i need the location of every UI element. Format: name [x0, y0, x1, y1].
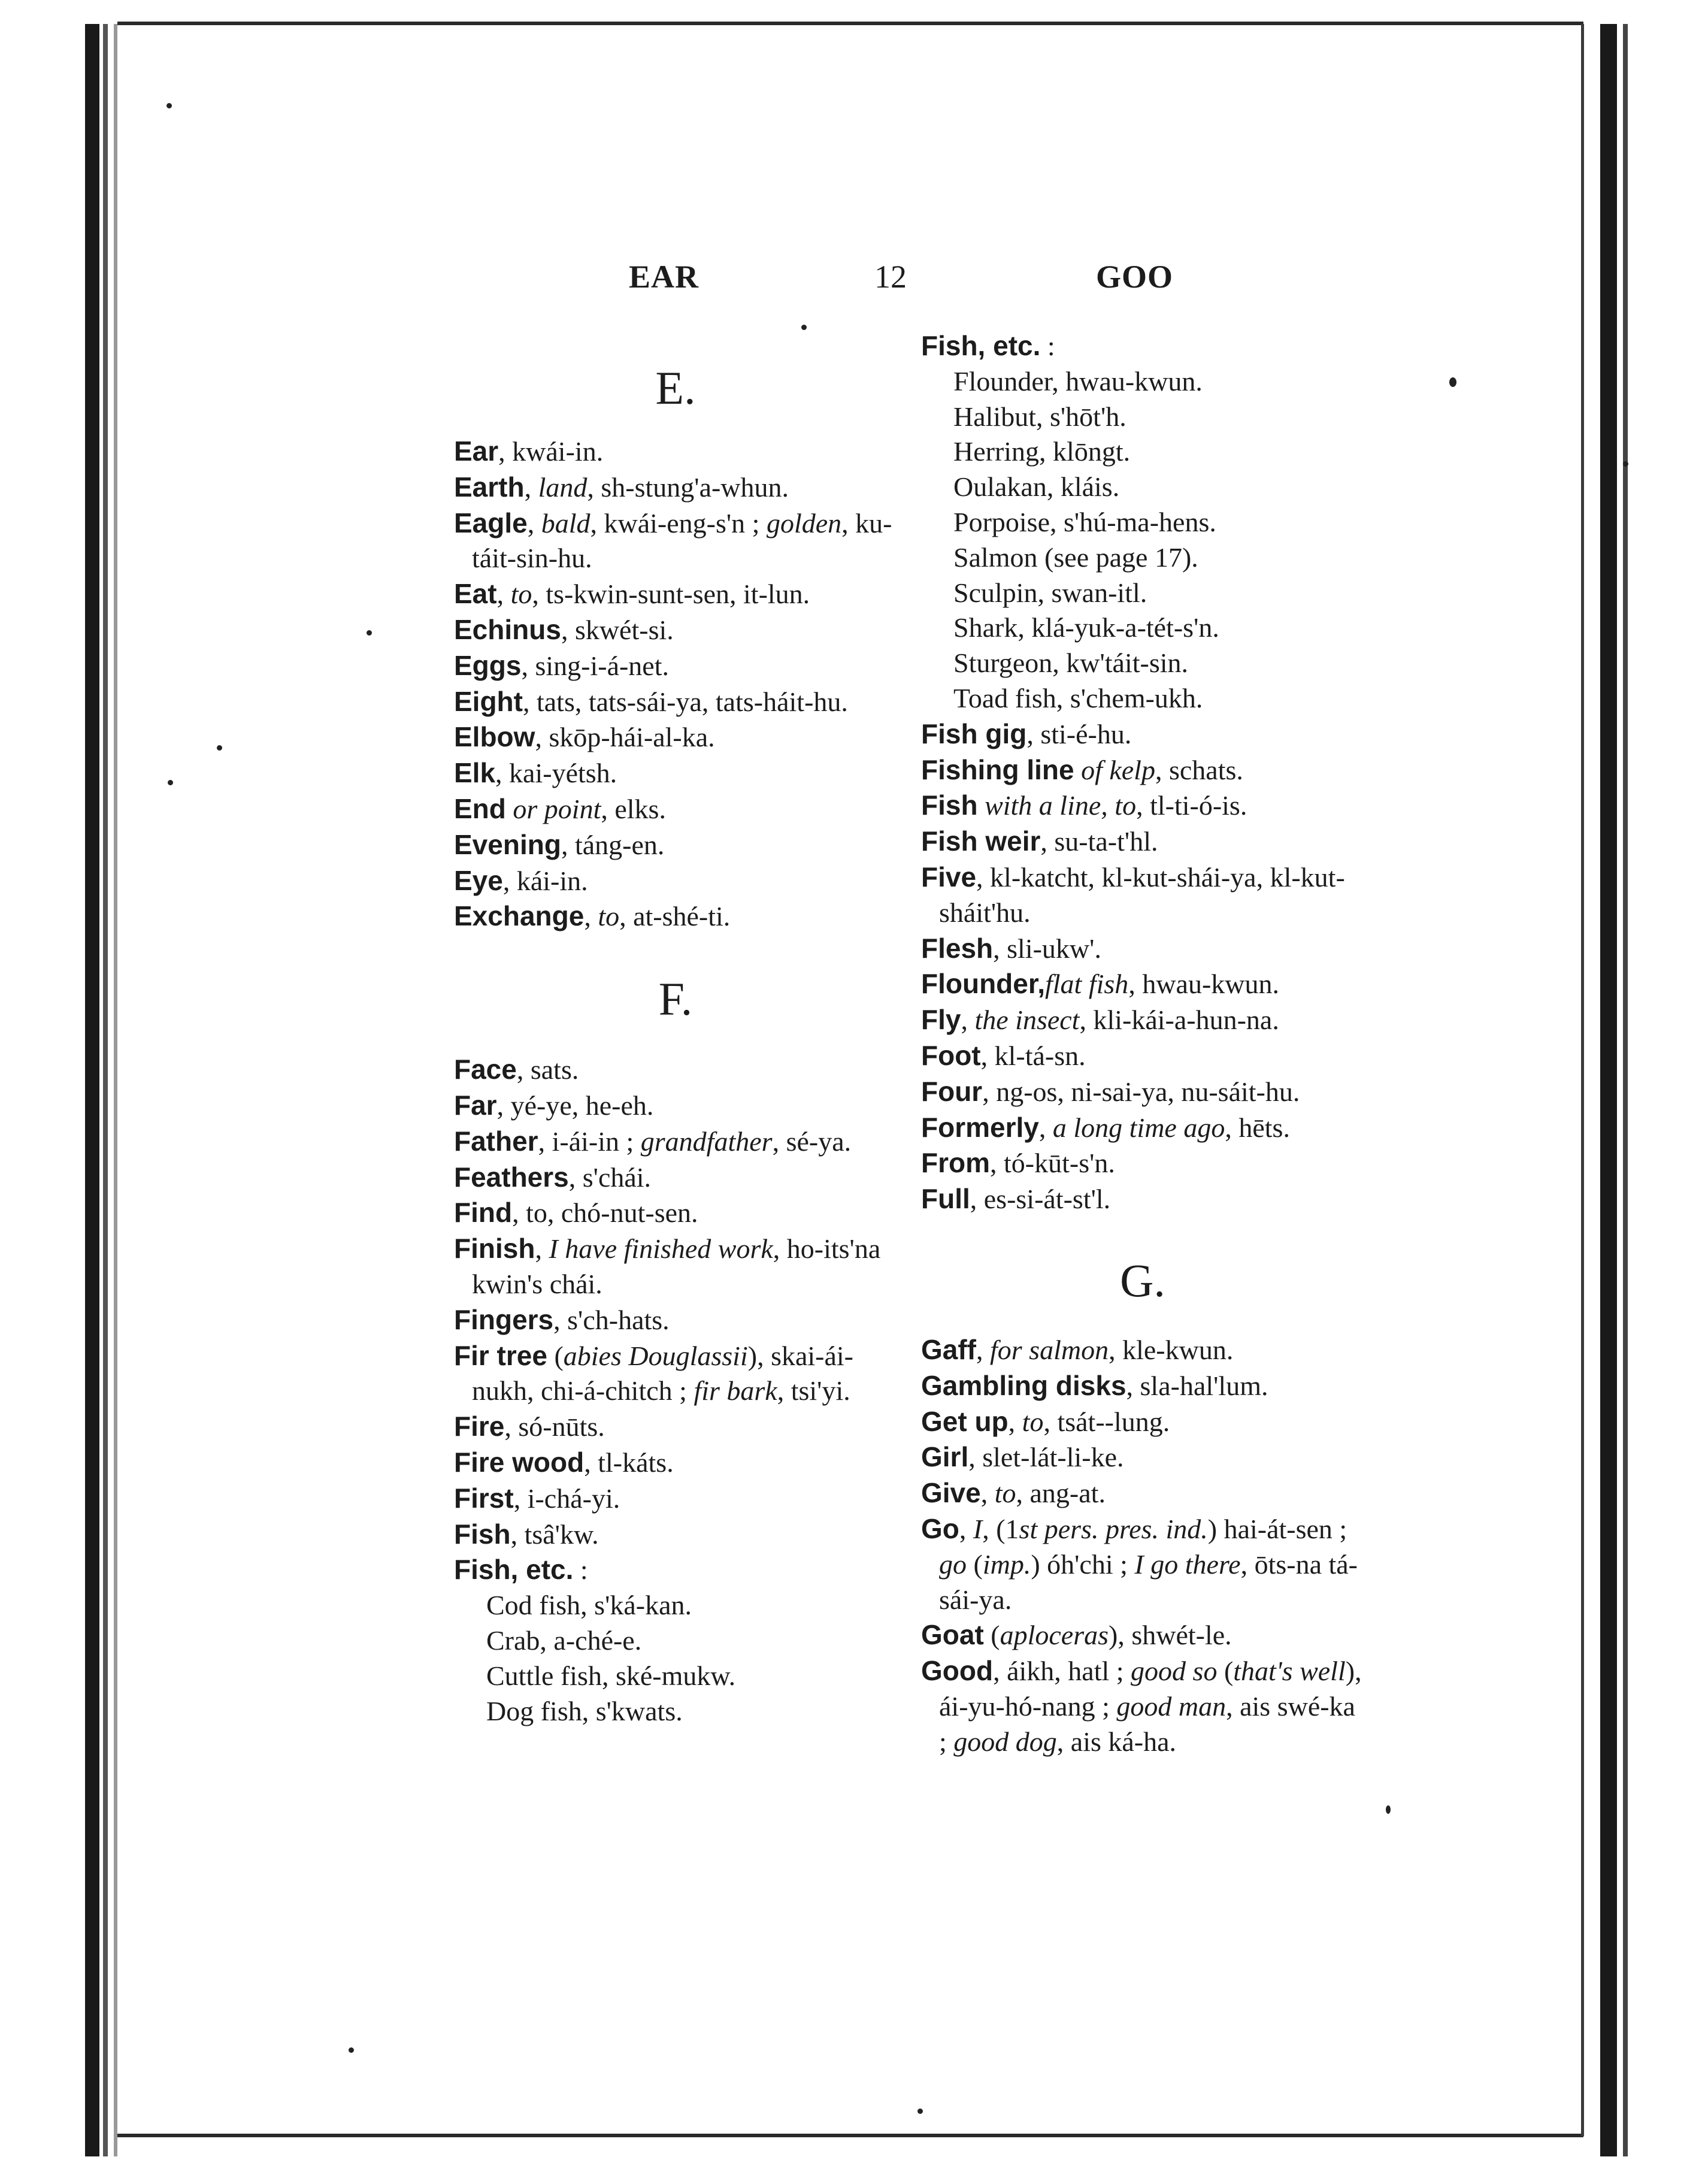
fish-subentry: Porpoise, s'hú-ma-hens. [953, 506, 1216, 537]
italic-gloss: to [1022, 1406, 1044, 1437]
headword: Elk [454, 757, 496, 789]
dictionary-entry [921, 1617, 1364, 1653]
headword: Get up [921, 1405, 1009, 1437]
fish-subentry: Sturgeon, kw'táit-sin. [953, 648, 1189, 679]
dictionary-entry [921, 1181, 1364, 1217]
fish-subentry: Shark, klá-yuk-a-tét-s'n. [953, 612, 1219, 643]
dust-speck [1386, 1805, 1391, 1814]
entry-text: , sh-stung'a-whun. [587, 471, 789, 503]
entry-text: , schats. [1155, 754, 1243, 785]
entry-text: , tsâ'kw. [510, 1518, 599, 1550]
dust-speck [168, 780, 173, 785]
headword: Exchange [454, 900, 585, 932]
headword: Fire [454, 1411, 505, 1442]
entry-text: , [496, 579, 511, 610]
left-binding-edge-inner [103, 24, 108, 2156]
entry-text: , hwau-kwun. [1128, 969, 1279, 1000]
dictionary-entry [454, 1517, 897, 1553]
fish-subentry: Cuttle fish, ské-mukw. [486, 1660, 736, 1691]
headword: Flesh [921, 932, 994, 964]
dust-speck [349, 2047, 354, 2053]
right-binding-edge-thin [1623, 24, 1628, 2156]
entry-text: , sé-ya. [772, 1126, 852, 1157]
running-head-left: EAR [629, 259, 699, 295]
g-entry-list [921, 1332, 1364, 1760]
dust-speck [917, 2109, 923, 2114]
entry-text: , i-ái-in ; [538, 1126, 641, 1157]
headword: Echinus [454, 613, 561, 645]
headword: Five [921, 861, 977, 893]
dictionary-entry [454, 576, 897, 612]
italic-gloss: that's well [1233, 1656, 1346, 1687]
headword: Face [454, 1054, 517, 1085]
entry-text: , i-chá-yi. [513, 1483, 620, 1514]
dictionary-entry [454, 1088, 897, 1124]
headword: Finish [454, 1233, 535, 1265]
f-entry-list-left [454, 1052, 897, 1588]
entry-text: , (1 [982, 1513, 1019, 1544]
entry-text: , es-si-át-st'l. [970, 1184, 1111, 1215]
dictionary-entry [454, 719, 897, 755]
headword: Eight [454, 685, 523, 717]
dictionary-entry [454, 755, 897, 791]
headword: Give [921, 1477, 981, 1509]
entry-text: , sats. [516, 1054, 579, 1085]
dictionary-entry [921, 788, 1364, 824]
entry-text: , [524, 471, 538, 503]
entry-text: , kl-tá-sn. [980, 1040, 1086, 1071]
entry-text: , ais swé-ka ; [939, 1690, 1355, 1757]
headword: Gaff [921, 1333, 976, 1365]
dictionary-entry [454, 791, 897, 827]
entry-text: , skōp-hái-al-ka. [535, 722, 715, 753]
headword: Find [454, 1197, 513, 1229]
fish-sublist-left [454, 1588, 897, 1729]
headword: Fish [921, 789, 978, 821]
section-letter-e: E. [655, 362, 696, 414]
headword: Fingers [454, 1303, 554, 1335]
headword: End [454, 792, 506, 824]
fish-subentry: Sculpin, swan-itl. [953, 577, 1147, 608]
italic-gloss: flat fish [1045, 969, 1129, 1000]
entry-text: ) óh'chi ; [1031, 1548, 1135, 1580]
entry-text: , táng-en. [561, 829, 665, 860]
italic-gloss: to [598, 901, 620, 932]
page-number: 12 [874, 259, 907, 295]
headword: From [921, 1147, 990, 1179]
entry-text: : [573, 1554, 588, 1586]
dictionary-entry [921, 752, 1364, 788]
dictionary-entry [454, 1302, 897, 1338]
italic-gloss: golden [766, 507, 842, 539]
dictionary-entry [921, 824, 1364, 860]
dictionary-entry [921, 1511, 1364, 1617]
entry-text: , só-nūts. [504, 1411, 605, 1442]
dictionary-entry [454, 1160, 897, 1196]
dictionary-entry [454, 1195, 897, 1231]
entry-text [506, 794, 513, 824]
headword: Fish gig [921, 718, 1027, 749]
italic-gloss: to [994, 1478, 1016, 1509]
headword: Fish, etc. [454, 1554, 574, 1586]
italic-gloss: to [510, 579, 532, 610]
headword: Fishing line [921, 754, 1074, 785]
f-entry-list-right [921, 716, 1364, 1217]
dictionary-entry [921, 1074, 1364, 1110]
headword: Fish [454, 1518, 511, 1550]
entry-text: , su-ta-t'hl. [1040, 826, 1158, 857]
italic-gloss: good dog [953, 1726, 1057, 1757]
dictionary-entry [921, 1653, 1364, 1759]
headword: Eagle [454, 507, 528, 539]
entry-text: , [1038, 1112, 1053, 1143]
headword: Goat [921, 1619, 984, 1651]
italic-gloss: a long time ago [1052, 1112, 1225, 1143]
entry-text: , tats, tats-sái-ya, tats-háit-hu. [522, 686, 848, 717]
entry-text: , kwái-eng-s'n ; [590, 507, 767, 539]
entry-text: , áikh, hatl ; [993, 1656, 1131, 1687]
italic-gloss: fir bark [694, 1375, 777, 1406]
section-letter-f: F. [658, 973, 693, 1026]
dictionary-entry [454, 1481, 897, 1517]
dictionary-entry [454, 612, 897, 648]
entry-text: ), skai-ái-nukh, chi-á-chitch ; [472, 1340, 854, 1406]
italic-gloss: I go there [1134, 1548, 1241, 1580]
headword: Elbow [454, 721, 535, 753]
italic-gloss: the insect [974, 1005, 1080, 1036]
dictionary-entry [921, 1332, 1364, 1368]
entry-text: , at-shé-ti. [619, 901, 731, 932]
entry-text: ) hai-át-sen ; [1207, 1513, 1347, 1544]
headword: Foot [921, 1039, 981, 1071]
dictionary-entry [921, 1110, 1364, 1146]
section-letter-g: G. [1120, 1254, 1165, 1306]
dictionary-entry [454, 1409, 897, 1445]
fish-subentry: Herring, klōngt. [953, 436, 1131, 467]
headword: Evening [454, 828, 561, 860]
headword: First [454, 1482, 514, 1514]
dictionary-entry [921, 716, 1364, 752]
dust-speck [1449, 377, 1456, 387]
fish-subentry: Salmon (see page 17). [953, 542, 1198, 573]
entry-text: , sti-é-hu. [1026, 718, 1132, 749]
headword: Fish weir [921, 825, 1041, 857]
fish-subentry: Flounder, hwau-kwun. [953, 365, 1203, 397]
entry-text: , sla-hal'lum. [1126, 1370, 1268, 1401]
entry-text: ), ái-yu-hó-nang ; [939, 1656, 1362, 1722]
italic-gloss: good man [1116, 1690, 1227, 1722]
italic-gloss: grandfather [640, 1126, 773, 1157]
entry-text: , sing-i-á-net. [521, 650, 669, 681]
headword: Ear [454, 435, 499, 467]
dictionary-entry [454, 1052, 897, 1088]
headword: Fire wood [454, 1446, 585, 1478]
top-edge-line [117, 22, 1583, 25]
entry-text: , to, chó-nut-sen. [512, 1197, 698, 1229]
entry-text: , s'chái. [568, 1161, 652, 1193]
headword: Full [921, 1183, 970, 1215]
entry-text: ( [547, 1340, 564, 1371]
fish-subentry: Dog fish, s'kwats. [486, 1695, 683, 1726]
right-binding-edge [1600, 24, 1617, 2156]
headword: Father [454, 1125, 538, 1157]
italic-gloss: imp. [982, 1548, 1031, 1580]
dictionary-entry [921, 1439, 1364, 1475]
entry-text: , [535, 1233, 549, 1265]
fish-subentry: Oulakan, kláis. [953, 471, 1120, 503]
dictionary-entry [921, 860, 1364, 931]
italic-gloss: good so [1131, 1656, 1218, 1687]
dictionary-entry [454, 470, 897, 506]
entry-text: , [584, 901, 598, 932]
entry-text: , tsi'yi. [777, 1375, 850, 1406]
dictionary-entry [454, 1445, 897, 1481]
headword: Gambling disks [921, 1369, 1126, 1401]
italic-gloss: bald [541, 507, 590, 539]
headword: Eat [454, 578, 497, 610]
dictionary-entry [454, 1124, 897, 1160]
headword: Far [454, 1089, 497, 1121]
entry-text: , skwét-si. [561, 614, 674, 645]
fish-subentry: Halibut, s'hōt'h. [953, 401, 1126, 432]
entry-text: , kai-yétsh. [495, 758, 617, 789]
headword: Go [921, 1512, 959, 1544]
entry-text: , ho-its'na kwin's chái. [472, 1233, 881, 1299]
entry-text: ( [967, 1548, 983, 1580]
dictionary-entry [921, 1038, 1364, 1074]
entry-text: , s'ch-hats. [553, 1304, 670, 1335]
entry-text: , ais ká-ha. [1056, 1726, 1177, 1757]
entry-text: , tó-kūt-s'n. [990, 1148, 1115, 1179]
entry-text: , ts-kwin-sunt-sen, it-lun. [532, 579, 810, 610]
entry-text [978, 790, 985, 821]
dictionary-entry [921, 966, 1364, 1002]
italic-gloss: abies Douglassii [563, 1340, 748, 1371]
dictionary-entry [921, 328, 1364, 364]
entry-text: : [1040, 331, 1055, 361]
headword: Fly [921, 1004, 961, 1036]
entry-text: , tl-káts. [584, 1447, 674, 1478]
entry-text: ), shwét-le. [1109, 1620, 1232, 1651]
headword: Girl [921, 1441, 969, 1473]
left-column [454, 359, 897, 1729]
dictionary-entry [454, 827, 897, 863]
entry-text: , ku-táit-sin-hu. [472, 507, 892, 574]
italic-gloss: aploceras [1000, 1620, 1109, 1651]
entry-text: , ōts-na tá-sái-ya. [939, 1548, 1358, 1615]
italic-gloss: go [939, 1548, 967, 1580]
entry-text: , sli-ukw'. [993, 933, 1101, 964]
entry-text: , hēts. [1225, 1112, 1290, 1143]
entry-text: , yé-ye, he-eh. [496, 1090, 654, 1121]
dust-speck [801, 325, 807, 330]
headword: Earth [454, 471, 525, 503]
entry-text: , elks. [601, 793, 666, 824]
headword: Four [921, 1075, 983, 1107]
fish-heading-right [921, 328, 1364, 364]
entry-text: , [527, 507, 541, 539]
entry-text: , kli-kái-a-hun-na. [1079, 1005, 1279, 1036]
dictionary-entry [921, 1002, 1364, 1038]
headword: Flounder, [921, 968, 1045, 1000]
entry-text: , tsát--lung. [1043, 1406, 1170, 1437]
dictionary-entry [921, 931, 1364, 967]
dictionary-entry [921, 1404, 1364, 1440]
entry-text: ( [983, 1620, 1000, 1651]
dictionary-entry [454, 648, 897, 684]
entry-text: , ang-at. [1016, 1478, 1106, 1509]
headword: Good [921, 1655, 994, 1687]
entry-text: ( [1217, 1656, 1234, 1687]
right-page-edge [1581, 24, 1584, 2136]
italic-gloss: st pers. pres. ind. [1019, 1513, 1208, 1544]
entry-text: , [1008, 1406, 1022, 1437]
entry-text: , tl-ti-ó-is. [1136, 790, 1247, 821]
dictionary-entry [454, 1338, 897, 1409]
left-binding-shadow [114, 24, 117, 2156]
fish-subentry: Toad fish, s'chem-ukh. [953, 682, 1203, 713]
fish-sublist-right [921, 364, 1364, 716]
fish-subentry: Cod fish, s'ká-kan. [486, 1590, 692, 1621]
headword: Eye [454, 864, 503, 896]
italic-gloss: of kelp [1081, 754, 1155, 785]
entry-text: , [959, 1513, 973, 1544]
dictionary-entry [454, 506, 897, 577]
left-binding-edge [85, 24, 99, 2156]
dust-speck [1623, 461, 1628, 467]
running-head-right: GOO [1096, 259, 1174, 295]
entry-text: , ng-os, ni-sai-ya, nu-sáit-hu. [982, 1076, 1300, 1107]
dictionary-entry [454, 1552, 897, 1588]
dictionary-entry [921, 1368, 1364, 1404]
italic-gloss: for salmon [990, 1334, 1109, 1365]
entry-text [1074, 755, 1082, 785]
fish-subentry: Crab, a-ché-e. [486, 1625, 642, 1656]
entry-text: , [976, 1334, 990, 1365]
entry-text: , kái-in. [502, 865, 588, 896]
dust-speck [166, 103, 172, 108]
entry-text: , kl-katcht, kl-kut-shái-ya, kl-kut-sháit'hu. [939, 861, 1345, 928]
dictionary-entry [921, 1475, 1364, 1511]
entry-text: , [961, 1005, 975, 1036]
right-column [921, 328, 1364, 1759]
entry-text: , [980, 1478, 995, 1509]
dictionary-entry [454, 863, 897, 899]
headword: Fish, etc. [921, 330, 1041, 361]
headword: Fir tree [454, 1339, 547, 1371]
entry-text: , kwái-in. [498, 436, 604, 467]
italic-gloss: land [538, 471, 587, 503]
dictionary-entry [454, 899, 897, 934]
headword: Feathers [454, 1161, 569, 1193]
italic-gloss: or point [513, 793, 601, 824]
e-entry-list [454, 434, 897, 934]
dictionary-entry [454, 684, 897, 720]
dictionary-entry [454, 434, 897, 470]
dictionary-entry [921, 1145, 1364, 1181]
dust-speck [367, 630, 372, 636]
italic-gloss: I [973, 1513, 983, 1544]
headword: Formerly [921, 1111, 1039, 1143]
italic-gloss: I have finished work [549, 1233, 773, 1265]
headword: Eggs [454, 649, 522, 681]
entry-text: , slet-lát-li-ke. [968, 1442, 1124, 1473]
entry-text: , kle-kwun. [1109, 1334, 1234, 1365]
italic-gloss: with a line, to [985, 790, 1137, 821]
dictionary-entry [454, 1231, 897, 1302]
bottom-edge-line [117, 2134, 1583, 2137]
dust-speck [217, 745, 222, 751]
